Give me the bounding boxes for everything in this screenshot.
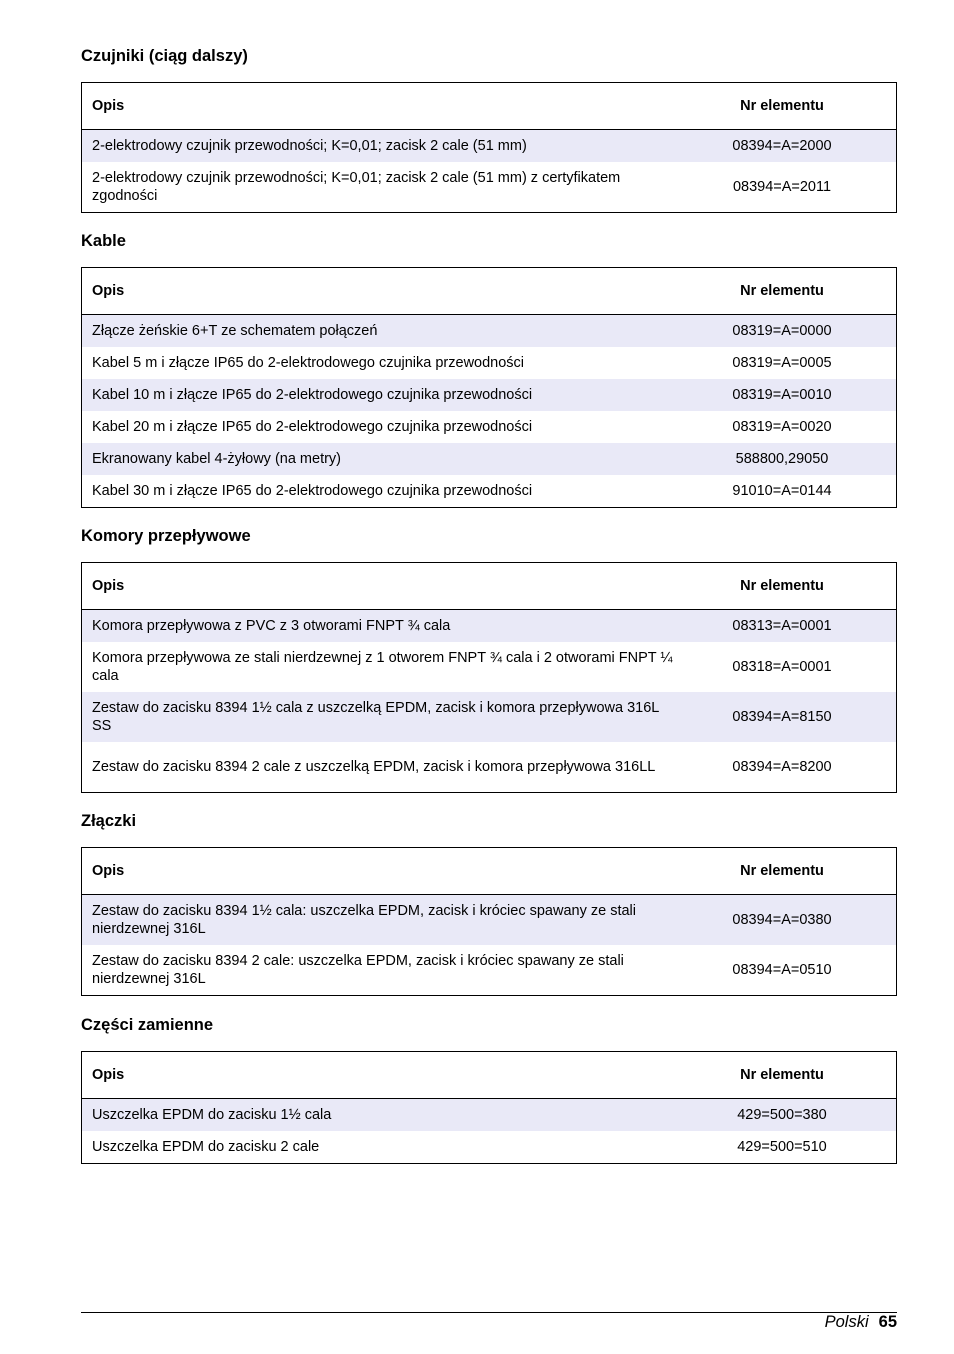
header-desc: Opis	[92, 578, 125, 594]
cell-desc: Zestaw do zacisku 8394 2 cale: uszczelka EPDM, zacisk i króciec spawany ze stali nierdzewnej 316L	[92, 953, 624, 987]
page-number: 65	[878, 1313, 897, 1331]
header-desc: Opis	[92, 1067, 125, 1083]
cell-desc: Kabel 10 m i złącze IP65 do 2-elektrodowego czujnika przewodności	[92, 387, 533, 403]
cell-num: 08318=A=0001	[732, 659, 832, 675]
table-row	[82, 347, 896, 379]
section-cables	[81, 231, 897, 508]
cell-desc: Ekranowany kabel 4-żyłowy (na metry)	[92, 451, 342, 467]
parts-table	[81, 267, 897, 508]
cell-num: 08394=A=0510	[732, 962, 832, 978]
table-row	[82, 130, 896, 162]
table-row	[82, 610, 896, 642]
section-title: Złączki	[81, 812, 137, 830]
header-num: Nr elementu	[740, 578, 824, 594]
cell-desc: Uszczelka EPDM do zacisku 2 cale	[92, 1139, 320, 1155]
parts-table	[81, 847, 897, 996]
section-title: Części zamienne	[81, 1016, 214, 1034]
cell-num: 08313=A=0001	[732, 618, 832, 634]
cell-desc: Zestaw do zacisku 8394 1½ cala z uszczelką EPDM, zacisk i komora przepływowa 316L SS	[92, 700, 659, 734]
cell-num: 91010=A=0144	[732, 483, 832, 499]
header-desc: Opis	[92, 863, 125, 879]
header-num: Nr elementu	[740, 1067, 824, 1083]
parts-table	[81, 562, 897, 793]
header-desc: Opis	[92, 98, 125, 114]
section-fittings	[81, 811, 897, 996]
table-header	[82, 1052, 896, 1099]
cell-num: 08319=A=0005	[732, 355, 832, 371]
table-row	[82, 315, 896, 347]
table-row	[82, 379, 896, 411]
table-header	[82, 563, 896, 610]
section-spare-parts	[81, 1015, 897, 1164]
table-header	[82, 848, 896, 895]
table-row	[82, 1131, 896, 1163]
cell-num: 08319=A=0010	[732, 387, 832, 403]
cell-desc: 2-elektrodowy czujnik przewodności; K=0,01; zacisk 2 cale (51 mm)	[92, 138, 527, 154]
section-sensors	[81, 46, 897, 213]
table-row	[82, 1099, 896, 1131]
table-row	[82, 742, 896, 792]
parts-table	[81, 82, 897, 213]
table-row	[82, 162, 896, 212]
table-header	[82, 268, 896, 315]
table-row	[82, 475, 896, 507]
table-row	[82, 642, 896, 692]
cell-desc: Zestaw do zacisku 8394 2 cale z uszczelką EPDM, zacisk i komora przepływowa 316LL	[92, 759, 656, 775]
table-row	[82, 945, 896, 995]
footer-divider	[81, 1312, 897, 1313]
header-num: Nr elementu	[740, 283, 824, 299]
cell-desc: Zestaw do zacisku 8394 1½ cala: uszczelka EPDM, zacisk i króciec spawany ze stali nierdzewnej 316L	[92, 903, 636, 937]
section-flow-chambers	[81, 526, 897, 793]
cell-desc: Uszczelka EPDM do zacisku 1½ cala	[92, 1107, 332, 1123]
cell-desc: 2-elektrodowy czujnik przewodności; K=0,01; zacisk 2 cale (51 mm) z certyfikatem zgodności	[92, 170, 621, 204]
cell-desc: Kabel 5 m i złącze IP65 do 2-elektrodowego czujnika przewodności	[92, 355, 525, 371]
section-title: Kable	[81, 232, 126, 250]
cell-num: 588800,29050	[735, 451, 829, 467]
cell-num: 08319=A=0000	[732, 323, 832, 339]
cell-desc: Komora przepływowa ze stali nierdzewnej z 1 otworem FNPT ¾ cala i 2 otworami FNPT ¼ cala	[92, 650, 673, 684]
table-row	[82, 411, 896, 443]
cell-num: 08394=A=8150	[732, 709, 832, 725]
table-row	[82, 692, 896, 742]
page-footer	[825, 1312, 897, 1332]
section-title: Czujniki (ciąg dalszy)	[81, 47, 248, 65]
cell-num: 08394=A=2000	[732, 138, 832, 154]
table-row	[82, 895, 896, 945]
table-header	[82, 83, 896, 130]
table-row	[82, 443, 896, 475]
cell-num: 08394=A=0380	[732, 912, 832, 928]
cell-num: 08319=A=0020	[732, 419, 832, 435]
header-desc: Opis	[92, 283, 125, 299]
parts-table	[81, 1051, 897, 1164]
header-num: Nr elementu	[740, 863, 824, 879]
cell-num: 429=500=510	[737, 1139, 827, 1155]
cell-desc: Komora przepływowa z PVC z 3 otworami FNPT ¾ cala	[92, 618, 451, 634]
footer-language: Polski	[824, 1313, 869, 1331]
cell-desc: Kabel 30 m i złącze IP65 do 2-elektrodowego czujnika przewodności	[92, 483, 533, 499]
cell-num: 08394=A=2011	[732, 179, 832, 195]
header-num: Nr elementu	[740, 98, 824, 114]
section-title: Komory przepływowe	[81, 527, 251, 545]
cell-num: 08394=A=8200	[732, 759, 832, 775]
cell-desc: Kabel 20 m i złącze IP65 do 2-elektrodowego czujnika przewodności	[92, 419, 533, 435]
cell-num: 429=500=380	[737, 1107, 827, 1123]
cell-desc: Złącze żeńskie 6+T ze schematem połączeń	[92, 323, 378, 339]
